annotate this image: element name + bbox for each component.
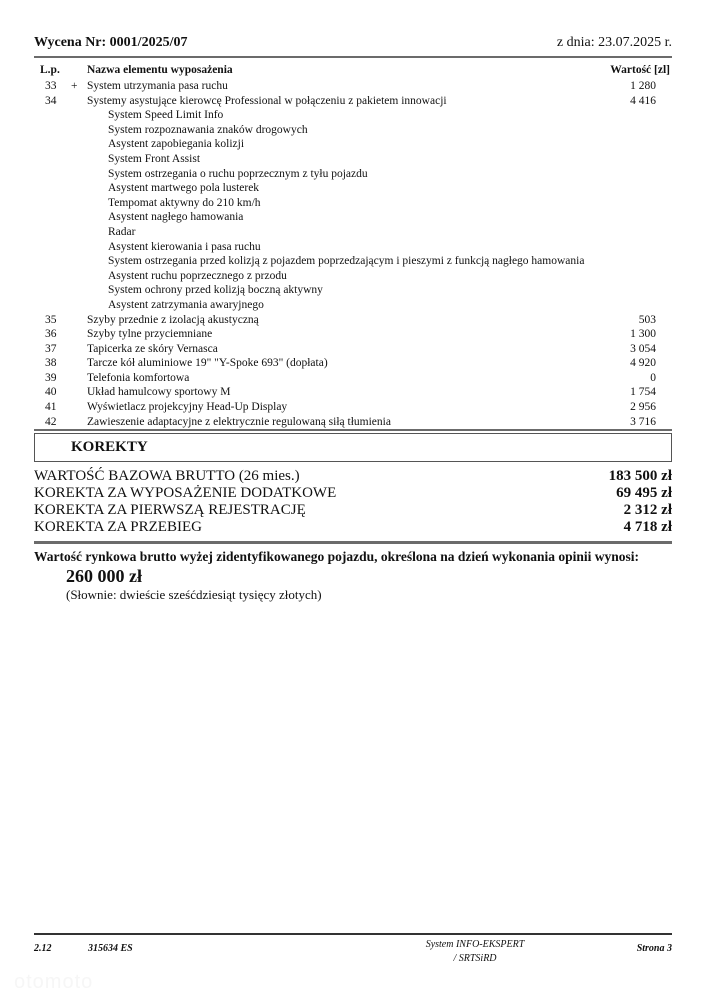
equipment-subitem-row [0,210,706,225]
equipment-subitem-row [0,181,706,196]
item-name: System ostrzegania przed kolizją z pojazdem poprzedzającym i pieszymi z funkcją nagłego hamowania [108,255,585,268]
korekta-row [34,502,672,520]
item-name: Tapicerka ze skóry Vernasca [87,342,218,355]
equipment-subitem-row [0,254,706,269]
equipment-row [0,371,706,386]
item-number: 40 [45,386,57,399]
item-name: Telefonia komfortowa [87,371,190,384]
equipment-subitem-row [0,298,706,313]
footer-system-line2: / SRTSiRD [453,953,497,964]
footer-divider [34,933,672,935]
item-number: 37 [45,342,57,355]
item-value: 503 [638,313,656,326]
item-name: Asystent nagłego hamowania [108,211,244,224]
market-value-amount: 260 000 zł [66,566,142,586]
item-name: System ochrony przed kolizją boczną aktywny [108,284,323,297]
footer-page-number: Strona 3 [636,943,672,954]
equipment-row [0,79,706,94]
korekty-section-header [34,433,672,462]
item-value: 3 716 [630,415,656,428]
item-name: Asystent kierowania i pasa ruchu [108,240,261,253]
item-name: Szyby przednie z izolacją akustyczną [87,313,259,326]
item-name: System Speed Limit Info [108,109,224,122]
equipment-subitem-row [0,167,706,182]
watermark: otomoto [14,971,94,993]
item-name: Wyświetlacz projekcyjny Head-Up Display [87,401,288,414]
item-name: System ostrzegania o ruchu poprzecznym z tyłu pojazdu [108,167,368,180]
item-value: 4 920 [630,357,656,370]
market-value-in-words: (Słownie: dwieście sześćdziesiąt tysięcy złotych) [66,587,322,602]
item-number: 34 [45,94,57,107]
item-name: Układ hamulcowy sportowy M [87,386,231,399]
equipment-subitem-row [0,283,706,298]
item-name: Tempomat aktywny do 210 km/h [108,196,261,209]
korekta-amount: 2 312 zł [623,502,672,518]
item-number: 36 [45,328,57,341]
item-number: 38 [45,357,57,370]
equipment-row [0,400,706,415]
item-name: System rozpoznawania znaków drogowych [108,123,308,136]
footer-version: 2.12 [34,943,52,954]
item-name: Asystent ruchu poprzecznego z przodu [108,269,287,282]
equipment-subitem-row [0,240,706,255]
footer-system [400,938,550,966]
equipment-subitem-row [0,225,706,240]
equipment-subitem-row [0,196,706,211]
korekta-label: KOREKTA ZA PRZEBIEG [34,519,202,535]
market-value-label: Wartość rynkowa brutto wyżej zidentyfikowanego pojazdu, określona na dzień wykonania opinii wynosi: [34,549,640,564]
column-header-value: Wartość [zl] [610,64,670,76]
equipment-subitem-row [0,123,706,138]
item-number: 42 [45,415,57,428]
item-name: Szyby tylne przyciemniane [87,328,213,341]
item-name: Systemy asystujące kierowcę Professional w połączeniu z pakietem innowacji [87,94,447,107]
equipment-subitem-row [0,269,706,284]
equipment-subitem-row [0,108,706,123]
equipment-row [0,385,706,400]
item-number: 39 [45,371,57,384]
korekta-label: KOREKTA ZA PIERWSZĄ REJESTRACJĘ [34,502,306,518]
item-marker: + [71,80,78,92]
item-name: Tarcze kół aluminiowe 19" "Y-Spoke 693" (dopłata) [87,357,328,370]
footer-system-line1: System INFO-EKSPERT [425,939,525,950]
table-divider [34,429,672,431]
item-value: 4 416 [630,94,656,107]
equipment-row [0,94,706,109]
item-value: 3 054 [630,342,656,355]
document-title: Wycena Nr: 0001/2025/07 [34,35,188,50]
equipment-table [0,79,706,429]
korekta-row [34,485,672,503]
item-number: 41 [45,401,57,414]
korekta-label: WARTOŚĆ BAZOWA BRUTTO (26 mies.) [34,468,300,484]
korekta-amount: 69 495 zł [616,485,672,501]
item-value: 0 [650,371,656,384]
korekta-label: KOREKTA ZA WYPOSAŻENIE DODATKOWE [34,485,337,501]
item-name: Radar [108,225,136,238]
column-header-name: Nazwa elementu wyposażenia [87,64,233,76]
equipment-subitem-row [0,152,706,167]
korekta-row [34,468,672,486]
item-name: System Front Assist [108,152,201,165]
equipment-row [0,356,706,371]
item-name: Asystent zapobiegania kolizji [108,138,245,151]
item-number: 35 [45,313,57,326]
equipment-row [0,327,706,342]
column-header-lp: L.p. [40,64,60,76]
equipment-row [0,342,706,357]
item-name: Asystent zatrzymania awaryjnego [108,298,264,311]
equipment-row [0,313,706,328]
item-number: 33 [45,80,57,92]
header-divider [34,56,672,58]
equipment-row [0,415,706,430]
summary-divider [34,541,672,544]
korekta-amount: 183 500 zł [608,468,672,484]
document-date: z dnia: 23.07.2025 r. [556,35,672,50]
korekta-amount: 4 718 zł [623,519,672,535]
korekta-row [34,519,672,537]
item-name: System utrzymania pasa ruchu [87,80,228,92]
item-value: 1 754 [630,386,656,399]
footer-code: 315634 ES [88,943,133,954]
item-name: Zawieszenie adaptacyjne z elektrycznie regulowaną siłą tłumienia [87,415,391,428]
equipment-subitem-row [0,137,706,152]
korekty-title: KOREKTY [71,439,148,455]
item-name: Asystent martwego pola lusterek [108,182,260,195]
item-value: 2 956 [630,401,656,414]
item-value: 1 280 [630,80,656,92]
item-value: 1 300 [630,328,656,341]
